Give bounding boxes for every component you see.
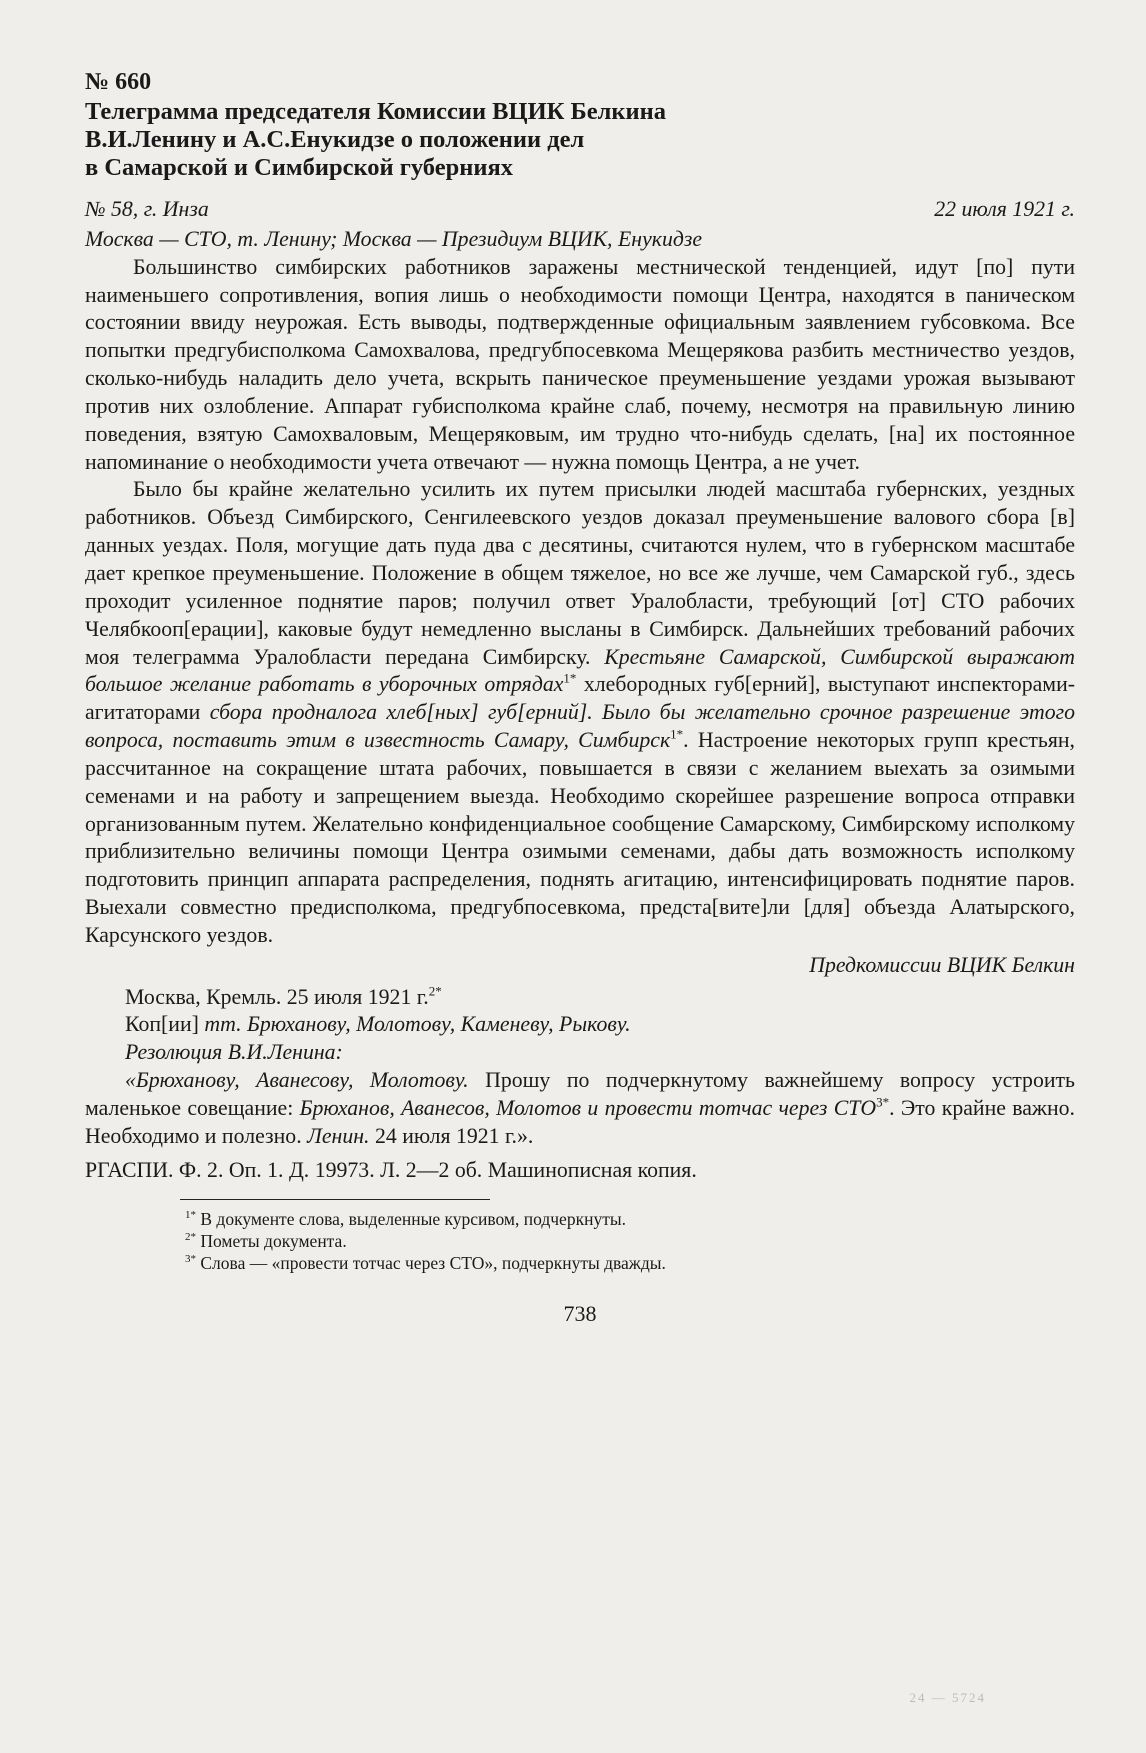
para2-italic-b: Крестьяне Самарской, Симбирской выражают большое желание работать в уборочных отрядах (85, 644, 1075, 697)
title-line: В.И.Ленину и А.С.Енукидзе о положении дел (85, 126, 585, 153)
printer-stamp: 24 — 5724 (909, 1690, 986, 1705)
para2-text-a: Было бы крайне желательно усилить их путем присылки людей масштаба губернских, уездных работников. Объезд Симбирского, Сенгилеевского уездов доказал преуменьшение валового сбора [в] данных уездах. Поля, могущие дать пуда два с десятины, считаются нулем, что в губернском масштабе дает крепкое преуменьшение. Положение в общем тяжелое, но все же лучше, чем Самарской губ., здесь проходит усиленное поднятие паров; получил ответ Уралобласти, требующий [от] СТО рабочих Челябкооп[ерации], каковые будут немедленно высланы в Симбирск. Дальнейших требований рабочих моя телеграмма Уралобласти передана Симбирску. (85, 477, 1075, 669)
para2-text-e: Настроение некоторых групп крестьян, рассчитанное на сокращение штата рабочих, повышается в связи с желанием выехать за озимыми семенами и на работу и запрещением выезда. Необходимо скорейшее разрешение вопроса отправки организованным путем. Желательно конфиденциальное сообщение Самарскому, Симбирскому исполкому приблизительно величины помощи Центра озимыми семенами, дабы дать возможность исполкому подготовить принцип аппарата распределения, поднять агитацию, интенсифицировать поднятие паров. Выехали совместно предисполкома, предгубпосевкома, предста[вите]ли [для] объезда Алатырского, Карсунского уездов. (85, 728, 1076, 947)
received-line: Москва, Кремль. 25 июля 1921 г.$^{2*}$ (125, 983, 442, 1009)
telegram-origin: № 58, г. Инза (85, 197, 209, 221)
body-paragraph-1: Большинство симбирских работников заражены местнической тенденцией, идут [по] пути наименьшего сопротивления, вопия лишь о необходимости помощи Центра, находятся в паническом состоянии ввиду неурожая. Есть выводы, подтвержденные официальным заявлением губсовкома. Все попытки предгубисполкома Самохвалова, предгубпосевкома Мещерякова разбить местничество уездов, сколько-нибудь наладить дело учета, вскрыть паническое преуменьшение уездами урожая вызывают против них озлобление. Аппарат губисполкома крайне слаб, почему, несмотря на правильную линию поведения, взятую Самохваловым, Мещеряковым, им трудно что-нибудь сделать, [на] их постоянное напоминание о необходимости учета отвечают — нужна помощь Центра, а не учет. (85, 254, 1075, 474)
para2-text-c: хлебородных губ[ерний], выступают инспекторами-агитаторами (85, 672, 1075, 725)
title-line: в Самарской и Симбирской губерниях (85, 154, 513, 181)
footnote-1: $^{1*}$ В документе слова, выделенные курсивом, подчеркнуты. (185, 1208, 626, 1229)
footnote-ref-2: 2* (428, 983, 442, 999)
copies-line (85, 1011, 1075, 1039)
para2-italic-d: сбора продналога хлеб[ных] губ[ерний]. Было бы желательно срочное разрешение этого вопроса, поставить этим в известность Самару, Симбирск (85, 700, 1075, 753)
footnote-ref-1b: 1* (670, 726, 684, 742)
footnote-2: $^{2*}$ Пометы документа. (185, 1230, 347, 1251)
telegram-date: 22 июля 1921 г. (934, 197, 1075, 221)
document-title (85, 98, 1075, 182)
signature: Предкомиссии ВЦИК Белкин (809, 952, 1075, 977)
resolution-text: «Брюханову, Аванесову, Молотову. Прошу по подчеркнутому важнейшему вопросу устроить маленькое совещание: Брюханов, Аванесов, Молотов и провести тотчас через $СТО^{3*}$. Это крайне важно. Необходимо и полезно. Ленин. 24 июля 1921 г.». (85, 1068, 1075, 1148)
resolution-label: Резолюция В.И.Ленина: (125, 1040, 343, 1065)
document-page (85, 68, 1075, 1327)
footnote-ref-1: 1* (563, 671, 577, 687)
footnote-ref-3: 3* (876, 1094, 890, 1110)
telegram-route: Москва — СТО, т. Ленину; Москва — Президиум ВЦИК, Енукидзе (85, 226, 703, 251)
footnote-divider (180, 1199, 490, 1200)
footnote-3: $^{3*}$ Слова — «провести тотчас через СТО», подчеркнуты дважды. (185, 1252, 666, 1273)
copies-label: Коп[ии] (125, 1012, 199, 1037)
telegram-meta (85, 196, 1075, 224)
archive-source: РГАСПИ. Ф. 2. Оп. 1. Д. 19973. Л. 2—2 об. Машинописная копия. (85, 1157, 697, 1182)
body-paragraph-2: Было бы крайне желательно усилить их путем присылки людей масштаба губернских, уездных работников. Объезд Симбирского, Сенгилеевского уездов доказал преуменьшение валового сбора [в] данных уездах. Поля, могущие дать пуда два с десятины, считаются нулем, что в губернском масштабе дает крепкое преуменьшение. Положение в общем тяжелое, но все же лучше, чем Самарской губ., здесь проходит усиленное поднятие паров; получил ответ Уралобласти, требующий [от] СТО рабочих Челябкооп[ерации], каковые будут немедленно высланы в Симбирск. Дальнейших требований рабочих моя телеграмма Уралобласти передана Симбирску. Крестьяне Самарской, Симбирской выражают большое желание работать в уборочных отрядах$^{1*}$ хлебородных губ[ерний], выступают инспекторами-агитаторами сбора продналога хлеб[ных] губ[ерний]. Было бы желательно срочное разрешение этого вопроса, поставить этим в известность Самару, Симбирск$^{1*}$. Настроение некоторых групп крестьян, рассчитанное на сокращение штата рабочих, повышается в связи с желанием выехать за озимыми семенами и на работу и запрещением выезда. Необходимо скорейшее разрешение вопроса отправки организованным путем. Желательно конфиденциальное сообщение Самарскому, Симбирскому исполкому приблизительно величины помощи Центра озимыми семенами, дабы дать возможность исполкому подготовить принцип аппарата распределения, поднять агитацию, интенсифицировать поднятие паров. Выехали совместно предисполкома, предгубпосевкома, предста[вите]ли [для] объезда Алатырского, Карсунского уездов. (85, 477, 1076, 947)
copies-names: тт. Брюханову, Молотову, Каменеву, Рыкову. (204, 1012, 631, 1037)
page-number: 738 (563, 1300, 597, 1326)
document-number: № 660 (85, 69, 152, 95)
title-line: Телеграмма председателя Комиссии ВЦИК Белкина (85, 98, 666, 125)
